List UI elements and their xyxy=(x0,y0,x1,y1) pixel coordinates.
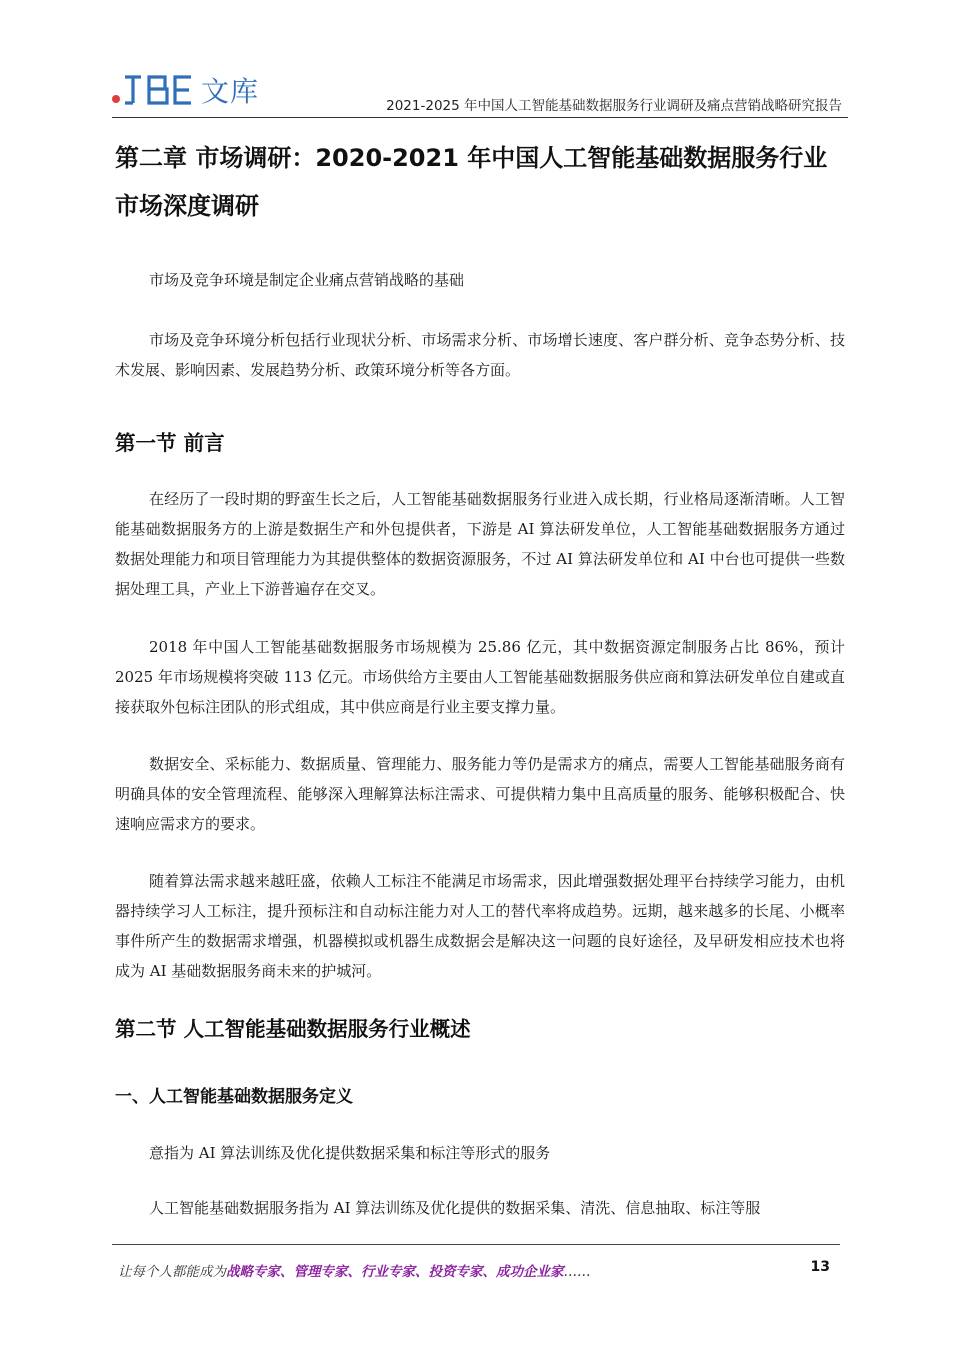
logo xyxy=(112,70,259,110)
footer-divider xyxy=(112,1244,840,1245)
footer-prefix: 让每个人都能成为 xyxy=(118,1264,226,1280)
chapter-title: 第二章 市场调研：2020-2021 年中国人工智能基础数据服务行业市场深度调研 xyxy=(115,144,828,220)
page-number: 13 xyxy=(810,1259,830,1275)
intro-paragraph-2: 市场及竞争环境分析包括行业现状分析、市场需求分析、市场增长速度、客户群分析、竞争态势分析、技术发展、影响因素、发展趋势分析、政策环境分析等各方面。 xyxy=(115,331,845,379)
subsection-1-paragraph-1: 意指为 AI 算法训练及优化提供数据采集和标注等形式的服务 xyxy=(149,1144,551,1162)
section-1-paragraph-1: 在经历了一段时期的野蛮生长之后，人工智能基础数据服务行业进入成长期，行业格局逐渐清晰。人工智能基础数据服务方的上游是数据生产和外包提供者，下游是 AI 算法研发单位，人工智能基础数据服务方通过数据处理能力和项目管理能力为其提供整体的数据资源服务，不过 AI 算法研发单位和 AI 中台也可提供一些数据处理工具，产业上下游普遍存在交叉。 xyxy=(115,490,845,598)
intro-paragraph-1: 市场及竞争环境是制定企业痛点营销战略的基础 xyxy=(149,271,465,289)
footer-highlight: 战略专家、管理专家、行业专家、投资专家、成功企业家 xyxy=(226,1264,564,1280)
section-1-title: 第一节 前言 xyxy=(115,431,225,455)
footer-suffix: …… xyxy=(563,1264,591,1280)
subsection-1-title: 一、人工智能基础数据服务定义 xyxy=(115,1087,353,1107)
section-2-title: 第二节 人工智能基础数据服务行业概述 xyxy=(115,1017,471,1041)
section-1-paragraph-4: 随着算法需求越来越旺盛，依赖人工标注不能满足市场需求，因此增强数据处理平台持续学习能力，由机器持续学习人工标注，提升预标注和自动标注能力对人工的替代率将成趋势。远期，越来越多的长尾、小概率事件所产生的数据需求增强，机器模拟或机器生成数据会是解决这一问题的良好途径，及早研发相应技术也将成为 AI 基础数据服务商未来的护城河。 xyxy=(115,872,845,980)
footer-slogan xyxy=(118,1260,591,1280)
header-divider xyxy=(112,117,848,118)
section-1-paragraph-2: 2018 年中国人工智能基础数据服务市场规模为 25.86 亿元，其中数据资源定制服务占比 86%，预计 2025 年市场规模将突破 113 亿元。市场供给方主要由人工智能基础数据服务供应商和算法研发单位自建或直接获取外包标注团队的形式组成，其中供应商是行业主要支撑力量。 xyxy=(115,638,845,716)
logo-dot xyxy=(112,95,120,103)
subsection-1-paragraph-2: 人工智能基础数据服务指为 AI 算法训练及优化提供的数据采集、清洗、信息抽取、标注等服 xyxy=(149,1199,761,1217)
section-1-paragraph-3: 数据安全、采标能力、数据质量、管理能力、服务能力等仍是需求方的痛点，需要人工智能基础服务商有明确具体的安全管理流程、能够深入理解算法标注需求、可提供精力集中且高质量的服务、能够积极配合、快速响应需求方的要求。 xyxy=(115,755,845,833)
document-title: 2021-2025 年中国人工智能基础数据服务行业调研及痛点营销战略研究报告 xyxy=(386,98,842,114)
logo-text: 文库 xyxy=(201,75,260,108)
logo-mark-icon xyxy=(123,74,195,106)
